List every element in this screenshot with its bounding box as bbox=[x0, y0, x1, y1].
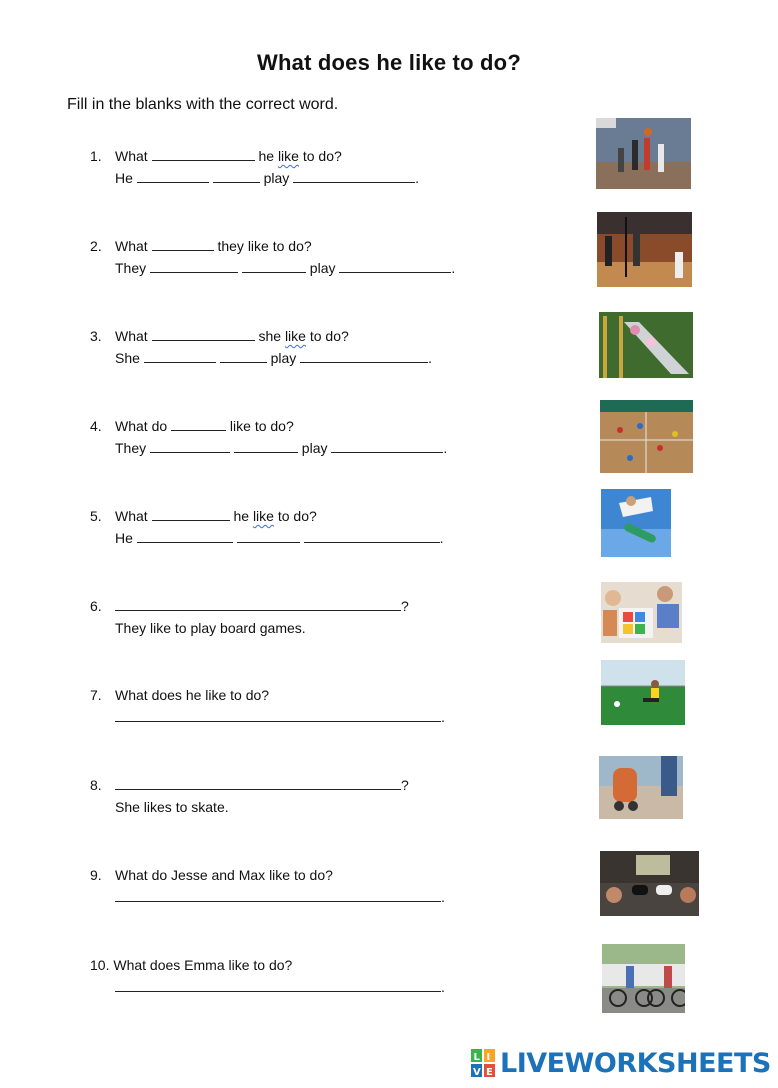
period: . bbox=[451, 260, 456, 276]
spellcheck-word: like bbox=[277, 148, 299, 164]
answer-blank[interactable] bbox=[171, 416, 226, 431]
answer-text: She likes to skate. bbox=[115, 799, 229, 815]
question-9 bbox=[90, 864, 445, 908]
instructions: Fill in the blanks with the correct word. bbox=[67, 96, 339, 113]
period: . bbox=[441, 979, 445, 995]
answer-blank[interactable] bbox=[213, 168, 260, 183]
answer-text: He bbox=[115, 170, 133, 186]
answer-blank[interactable] bbox=[115, 887, 441, 902]
question-text: What bbox=[115, 508, 148, 524]
question-2 bbox=[90, 235, 455, 279]
question-text: he bbox=[258, 148, 275, 164]
skateboard-photo bbox=[601, 489, 671, 557]
video-game-photo bbox=[600, 851, 699, 916]
answer-text: They bbox=[115, 440, 147, 456]
answer-text: play bbox=[301, 440, 328, 456]
spellcheck-word: like bbox=[252, 508, 274, 524]
period: . bbox=[443, 440, 448, 456]
answer-blank[interactable] bbox=[150, 438, 230, 453]
logo-text: LIVEWORKSHEETS bbox=[500, 1047, 771, 1079]
answer-blank[interactable] bbox=[137, 168, 209, 183]
question-number: 4. bbox=[90, 418, 102, 434]
question-number: 2. bbox=[90, 238, 102, 254]
question-number: 9. bbox=[90, 867, 102, 883]
question-text: What bbox=[115, 328, 148, 344]
question-number: 1. bbox=[90, 148, 102, 164]
question-text: to do? bbox=[302, 148, 342, 164]
question-1 bbox=[90, 145, 419, 189]
question-7 bbox=[90, 684, 445, 728]
answer-blank[interactable] bbox=[234, 438, 298, 453]
svg-text:V: V bbox=[473, 1067, 481, 1078]
svg-text:I: I bbox=[486, 1052, 491, 1063]
answer-blank[interactable] bbox=[300, 348, 428, 363]
question-number: 8. bbox=[90, 777, 102, 793]
answer-text: play bbox=[270, 350, 297, 366]
period: . bbox=[441, 709, 445, 725]
answer-blank[interactable] bbox=[115, 707, 441, 722]
answer-text: He bbox=[115, 530, 133, 546]
answer-blank[interactable] bbox=[115, 977, 441, 992]
answer-text: They bbox=[115, 260, 147, 276]
answer-blank[interactable] bbox=[293, 168, 415, 183]
gym-sports-photo bbox=[600, 400, 693, 473]
question-3 bbox=[90, 325, 432, 369]
question-text: What does Emma like to do? bbox=[113, 957, 293, 973]
answer-blank[interactable] bbox=[152, 236, 214, 251]
basketball-photo bbox=[596, 118, 691, 189]
answer-blank[interactable] bbox=[220, 348, 267, 363]
answer-blank[interactable] bbox=[152, 146, 255, 161]
answer-blank[interactable] bbox=[144, 348, 216, 363]
answer-blank[interactable] bbox=[115, 596, 401, 611]
question-text: like to do? bbox=[229, 418, 294, 434]
question-6 bbox=[90, 595, 409, 639]
answer-blank[interactable] bbox=[242, 258, 306, 273]
question-number: 3. bbox=[90, 328, 102, 344]
period: . bbox=[415, 170, 420, 186]
question-number: 5. bbox=[90, 508, 102, 524]
volleyball-photo bbox=[597, 212, 692, 287]
question-text: What does he like to do? bbox=[115, 687, 270, 703]
question-text: he bbox=[233, 508, 250, 524]
question-text: What bbox=[115, 238, 148, 254]
question-number: 6. bbox=[90, 598, 102, 614]
question-5 bbox=[90, 505, 443, 549]
question-text: she bbox=[258, 328, 282, 344]
answer-text: play bbox=[309, 260, 336, 276]
question-mark: ? bbox=[401, 598, 409, 614]
question-text: What bbox=[115, 148, 148, 164]
question-text: What do Jesse and Max like to do? bbox=[115, 867, 333, 883]
skating-photo bbox=[599, 756, 683, 819]
question-text: What do bbox=[115, 418, 168, 434]
answer-blank[interactable] bbox=[115, 775, 401, 790]
question-10 bbox=[90, 954, 445, 998]
worksheet-title: What does he like to do? bbox=[257, 50, 521, 75]
answer-blank[interactable] bbox=[137, 528, 233, 543]
soccer-photo bbox=[601, 660, 685, 725]
period: . bbox=[428, 350, 433, 366]
answer-blank[interactable] bbox=[331, 438, 443, 453]
question-number: 10. bbox=[90, 957, 110, 973]
period: . bbox=[441, 889, 445, 905]
answer-blank[interactable] bbox=[339, 258, 451, 273]
answer-blank[interactable] bbox=[152, 326, 255, 341]
answer-blank[interactable] bbox=[150, 258, 238, 273]
answer-blank[interactable] bbox=[152, 506, 230, 521]
question-text: they like to do? bbox=[217, 238, 312, 254]
answer-text: They like to play board games. bbox=[115, 620, 306, 636]
question-4 bbox=[90, 415, 447, 459]
question-text: to do? bbox=[309, 328, 349, 344]
bicycle-photo bbox=[602, 944, 685, 1013]
liveworksheets-logo bbox=[470, 1046, 771, 1080]
liveworksheets-logo-icon bbox=[470, 1048, 496, 1078]
spellcheck-word: like bbox=[284, 328, 306, 344]
question-8 bbox=[90, 774, 409, 818]
answer-blank[interactable] bbox=[304, 528, 440, 543]
answer-text: She bbox=[115, 350, 140, 366]
period: . bbox=[439, 530, 444, 546]
question-text: to do? bbox=[277, 508, 317, 524]
svg-text:E: E bbox=[486, 1067, 493, 1078]
board-game-photo bbox=[601, 582, 682, 643]
answer-blank[interactable] bbox=[237, 528, 300, 543]
answer-text: play bbox=[263, 170, 290, 186]
svg-text:L: L bbox=[473, 1052, 480, 1063]
question-number: 7. bbox=[90, 687, 102, 703]
question-mark: ? bbox=[401, 777, 409, 793]
slide-photo bbox=[599, 312, 693, 378]
